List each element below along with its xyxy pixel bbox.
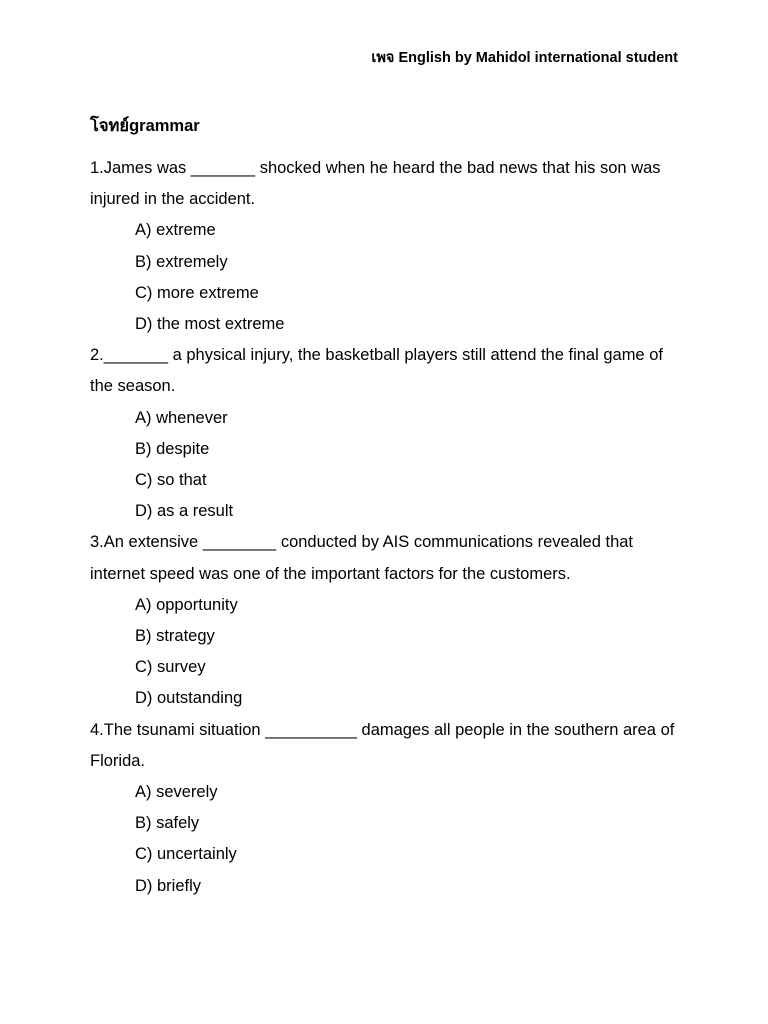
option-list <box>90 777 690 902</box>
option-c: C) uncertainly <box>135 845 237 864</box>
option-b: B) safely <box>135 814 200 833</box>
question-text: 3.An extensive ________ conducted by AIS communications revealed that internet speed was one of the important factors for the customers. <box>90 533 634 583</box>
option-list <box>90 215 690 340</box>
option-d: D) as a result <box>135 502 234 521</box>
question-2 <box>90 340 690 527</box>
option-b: B) extremely <box>135 252 228 271</box>
option-c: C) so that <box>135 471 207 490</box>
question-text: 1.James was _______ shocked when he heard the bad news that his son was injured in the accident. <box>90 159 661 209</box>
option-a: A) opportunity <box>135 595 238 614</box>
option-a: A) severely <box>135 783 218 802</box>
option-d: D) briefly <box>135 876 202 895</box>
option-d: D) outstanding <box>135 689 243 708</box>
option-a: A) extreme <box>135 221 216 240</box>
option-c: C) survey <box>135 658 206 677</box>
option-list <box>90 403 690 528</box>
option-b: B) strategy <box>135 627 215 646</box>
option-a: A) whenever <box>135 408 228 427</box>
question-text: 2._______ a physical injury, the basketball players still attend the final game of the season. <box>90 346 663 396</box>
page-title: โจทย์grammar <box>90 117 200 135</box>
question-1 <box>90 153 690 340</box>
question-4 <box>90 715 690 902</box>
question-text: 4.The tsunami situation __________ damages all people in the southern area of Florida. <box>90 720 675 770</box>
option-list <box>90 590 690 715</box>
page-header: เพจ English by Mahidol international student <box>371 50 678 66</box>
question-3 <box>90 527 690 714</box>
option-c: C) more extreme <box>135 283 259 302</box>
option-d: D) the most extreme <box>135 315 285 334</box>
question-list <box>90 153 690 902</box>
option-b: B) despite <box>135 439 210 458</box>
